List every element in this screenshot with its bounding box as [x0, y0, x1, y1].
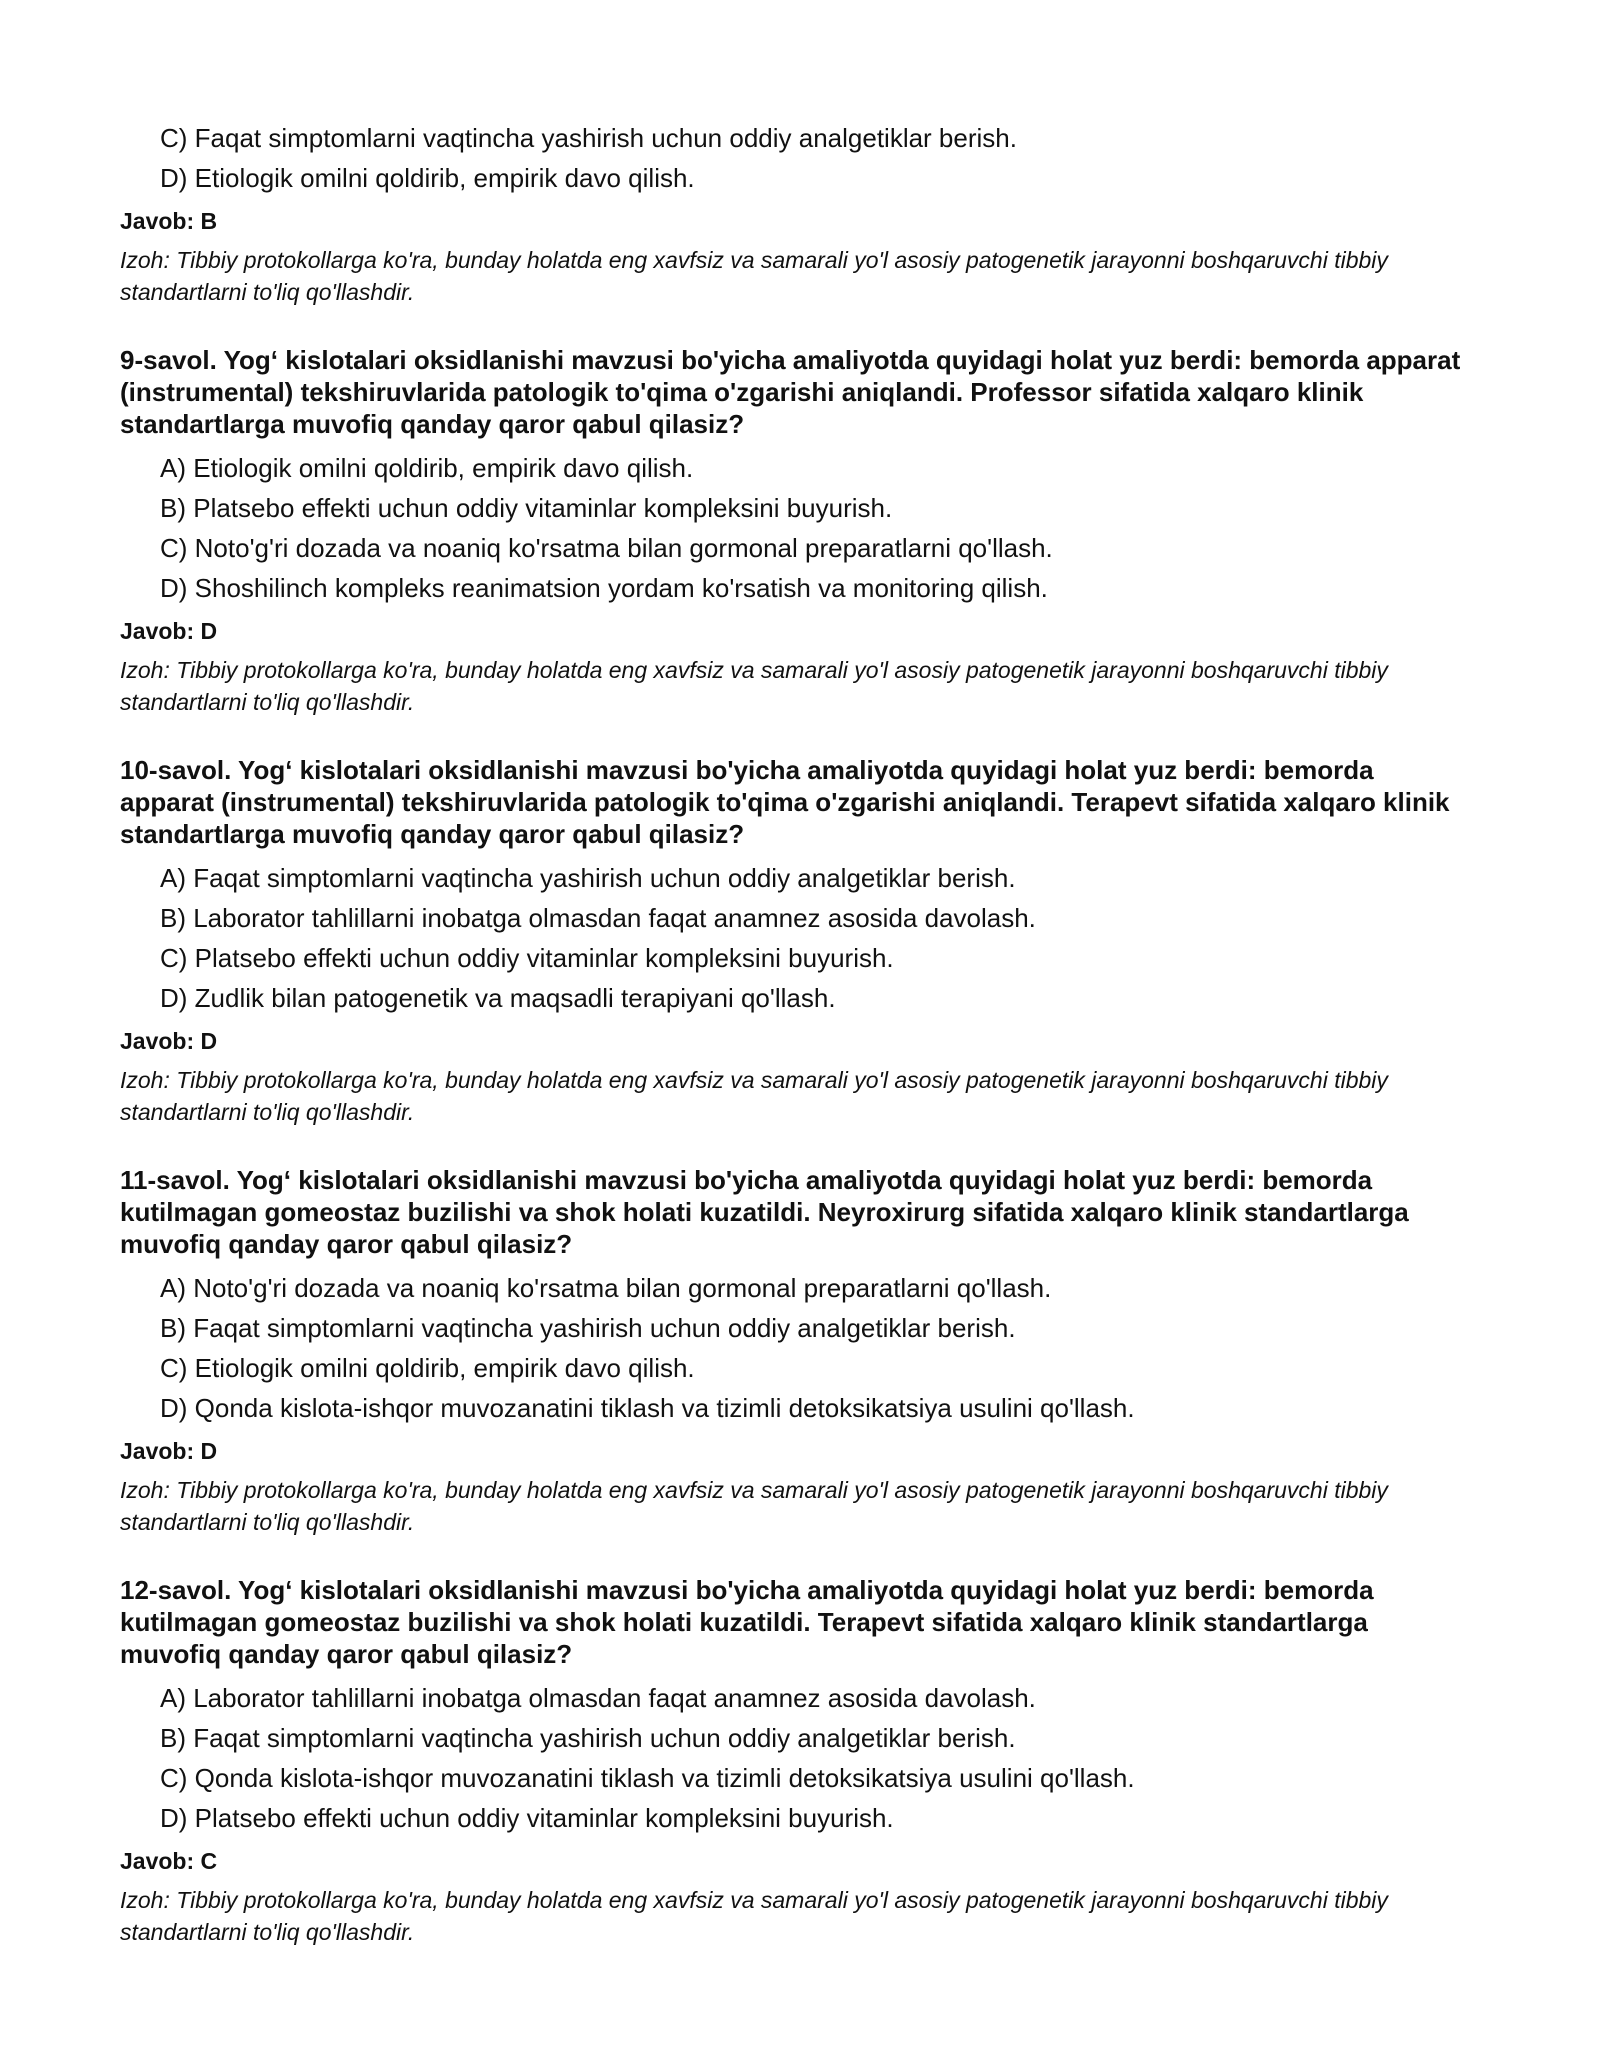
- answer-option: C) Noto'g'ri dozada va noaniq ko'rsatma bilan gormonal preparatlarni qo'llash.: [160, 533, 1053, 563]
- answer-option: B) Laborator tahlillarni inobatga olmasdan faqat anamnez asosida davolash.: [160, 903, 1036, 933]
- question-text: 12-savol. Yog‘ kislotalari oksidlanishi mavzusi bo'yicha amaliyotda quyidagi holat yuz berdi: bemorda kutilmagan gomeostaz buzilishi va shok holati kuzatildi. Terapevt sifatida xalqaro klinik standartlarga muvofiq qanday qaror qabul qilasiz?: [120, 1575, 1374, 1669]
- answer-option: B) Faqat simptomlarni vaqtincha yashirish uchun oddiy analgetiklar berish.: [160, 1313, 1016, 1343]
- question-block-9: [120, 344, 1465, 718]
- answer-option: A) Etiologik omilni qoldirib, empirik davo qilish.: [160, 453, 694, 483]
- answer-option: C) Platsebo effekti uchun oddiy vitaminlar kompleksini buyurish.: [160, 943, 894, 973]
- answer-option: C) Qonda kislota-ishqor muvozanatini tiklash va tizimli detoksikatsiya usulini qo'llash.: [160, 1763, 1135, 1793]
- answer-option: D) Zudlik bilan patogenetik va maqsadli terapiyani qo'llash.: [160, 983, 836, 1013]
- explanation-note: Izoh: Tibbiy protokollarga ko'ra, bunday holatda eng xavfsiz va samarali yo'l asosiy patogenetik jarayonni boshqaruvchi tibbiy standartlarni to'liq qo'llashdir.: [120, 1067, 1388, 1125]
- answer-option: B) Platsebo effekti uchun oddiy vitaminlar kompleksini buyurish.: [160, 493, 893, 523]
- explanation-note: Izoh: Tibbiy protokollarga ko'ra, bunday holatda eng xavfsiz va samarali yo'l asosiy patogenetik jarayonni boshqaruvchi tibbiy standartlarni to'liq qo'llashdir.: [120, 657, 1388, 715]
- explanation-note: Izoh: Tibbiy protokollarga ko'ra, bunday holatda eng xavfsiz va samarali yo'l asosiy patogenetik jarayonni boshqaruvchi tibbiy standartlarni to'liq qo'llashdir.: [120, 247, 1388, 305]
- explanation-note: Izoh: Tibbiy protokollarga ko'ra, bunday holatda eng xavfsiz va samarali yo'l asosiy patogenetik jarayonni boshqaruvchi tibbiy standartlarni to'liq qo'llashdir.: [120, 1887, 1388, 1945]
- question-text: 10-savol. Yog‘ kislotalari oksidlanishi mavzusi bo'yicha amaliyotda quyidagi holat yuz berdi: bemorda apparat (instrumental) tekshiruvlarida patologik to'qima o'zgarishi aniqlandi. Terapevt sifatida xalqaro klinik standartlarga muvofiq qanday qaror qabul qilasiz?: [120, 755, 1450, 849]
- answer-option: A) Laborator tahlillarni inobatga olmasdan faqat anamnez asosida davolash.: [160, 1683, 1036, 1713]
- correct-answer: Javob: B: [120, 208, 218, 234]
- question-text: 9-savol. Yog‘ kislotalari oksidlanishi mavzusi bo'yicha amaliyotda quyidagi holat yuz berdi: bemorda apparat (instrumental) tekshiruvlarida patologik to'qima o'zgarishi aniqlandi. Professor sifatida xalqaro klinik standartlarga muvofiq qanday qaror qabul qilasiz?: [120, 345, 1461, 439]
- answer-option: D) Shoshilinch kompleks reanimatsion yordam ko'rsatish va monitoring qilish.: [160, 573, 1048, 603]
- correct-answer: Javob: D: [120, 1028, 218, 1054]
- question-block-12: [120, 1574, 1465, 1948]
- explanation-note: Izoh: Tibbiy protokollarga ko'ra, bunday holatda eng xavfsiz va samarali yo'l asosiy patogenetik jarayonni boshqaruvchi tibbiy standartlarni to'liq qo'llashdir.: [120, 1477, 1388, 1535]
- correct-answer: Javob: D: [120, 618, 218, 644]
- answer-option: D) Qonda kislota-ishqor muvozanatini tiklash va tizimli detoksikatsiya usulini qo'llash.: [160, 1393, 1135, 1423]
- answer-option: C) Etiologik omilni qoldirib, empirik davo qilish.: [160, 1353, 695, 1383]
- question-block-10: [120, 754, 1465, 1128]
- document-page: [120, 118, 1465, 1948]
- answer-option: B) Faqat simptomlarni vaqtincha yashirish uchun oddiy analgetiklar berish.: [160, 1723, 1016, 1753]
- question-text: 11-savol. Yog‘ kislotalari oksidlanishi mavzusi bo'yicha amaliyotda quyidagi holat yuz berdi: bemorda kutilmagan gomeostaz buzilishi va shok holati kuzatildi. Neyroxirurg sifatida xalqaro klinik standartlarga muvofiq qanday qaror qabul qilasiz?: [120, 1165, 1409, 1259]
- question-block-11: [120, 1164, 1465, 1538]
- continued-question-block: [120, 118, 1465, 308]
- correct-answer: Javob: C: [120, 1848, 218, 1874]
- answer-option: D) Platsebo effekti uchun oddiy vitaminlar kompleksini buyurish.: [160, 1803, 894, 1833]
- answer-option: A) Faqat simptomlarni vaqtincha yashirish uchun oddiy analgetiklar berish.: [160, 863, 1016, 893]
- answer-option: A) Noto'g'ri dozada va noaniq ko'rsatma bilan gormonal preparatlarni qo'llash.: [160, 1273, 1052, 1303]
- answer-option: D) Etiologik omilni qoldirib, empirik davo qilish.: [160, 163, 695, 193]
- correct-answer: Javob: D: [120, 1438, 218, 1464]
- answer-option: C) Faqat simptomlarni vaqtincha yashirish uchun oddiy analgetiklar berish.: [160, 123, 1017, 153]
